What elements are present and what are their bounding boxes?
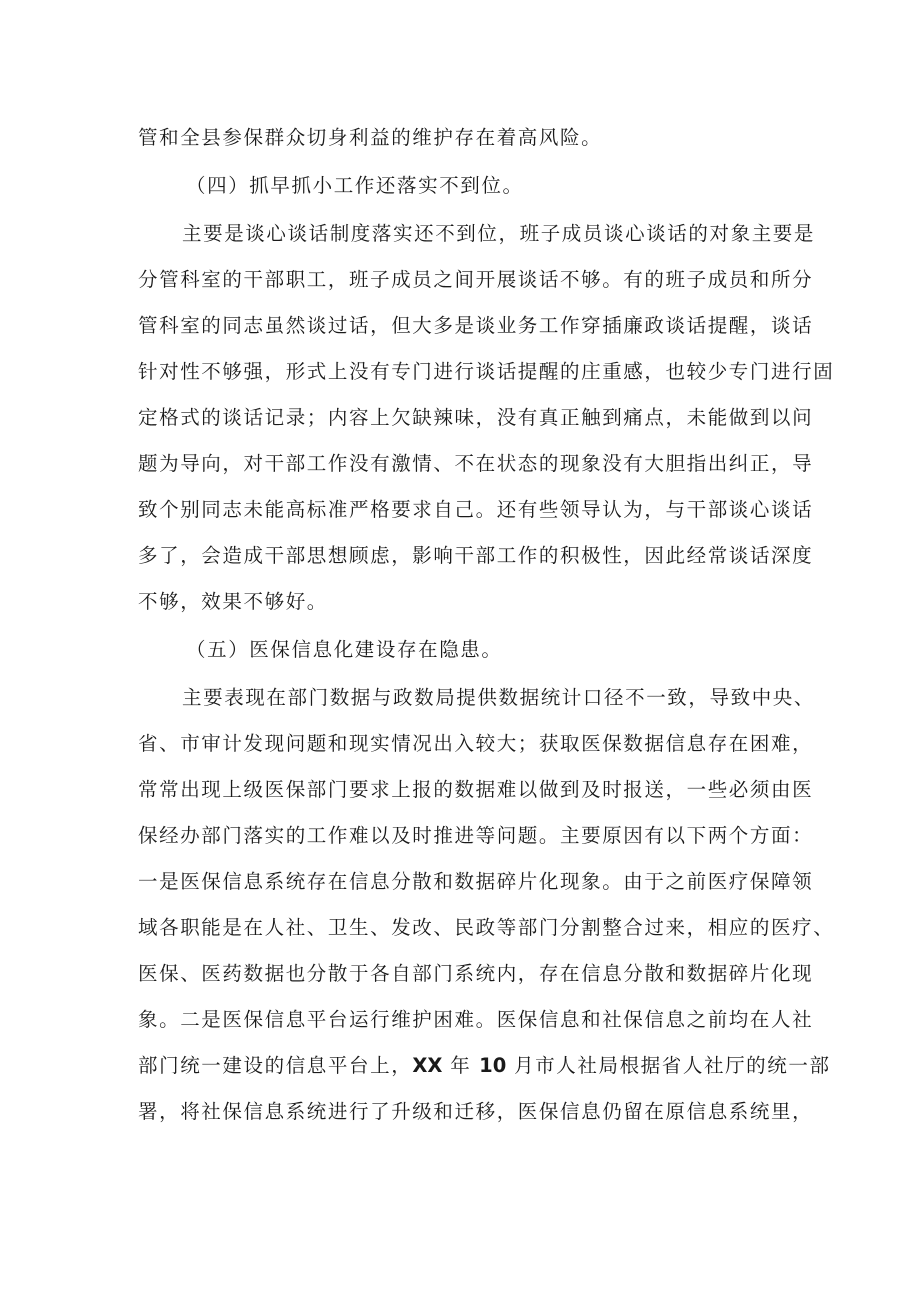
section-heading-four: （四）抓早抓小工作还落实不到位。	[186, 174, 524, 197]
paragraph-line: 保经办部门落实的工作难以及时推进等问题。主要原因有以下两个方面：	[138, 824, 814, 847]
paragraph-line: 定格式的谈话记录；内容上欠缺辣味，没有真正触到痛点，未能做到以问	[138, 406, 814, 429]
paragraph-line: 管和全县参保群众切身利益的维护存在着高风险。	[138, 126, 603, 149]
paragraph-line: 管科室的同志虽然谈过话，但大多是谈业务工作穿插廉政谈话提醒，谈话	[138, 314, 814, 337]
paragraph-line: 象。二是医保信息平台运行维护困难。医保信息和社保信息之前均在人社	[138, 1008, 814, 1031]
paragraph-line: 常常出现上级医保部门要求上报的数据难以做到及时报送，一些必须由医	[138, 778, 814, 801]
paragraph-line: 省、市审计发现问题和现实情况出入较大；获取医保数据信息存在困难，	[138, 732, 814, 755]
paragraph-line: 一是医保信息系统存在信息分散和数据碎片化现象。由于之前医疗保障领	[138, 870, 814, 893]
month-number: 10	[479, 1054, 507, 1077]
year-placeholder: XX	[412, 1054, 443, 1077]
paragraph-line	[138, 1052, 831, 1080]
paragraph-line: 分管科室的干部职工，班子成员之间开展谈话不够。有的班子成员和所分	[138, 268, 814, 291]
paragraph-line: 署，将社保信息系统进行了升级和迁移，医保信息仍留在原信息系统里，	[138, 1100, 814, 1123]
paragraph-line: 题为导向，对干部工作没有激情、不在状态的现象没有大胆指出纠正，导	[138, 452, 814, 475]
paragraph-line: 针对性不够强，形式上没有专门进行谈话提醒的庄重感，也较少专门进行固	[138, 360, 835, 383]
paragraph-line: 主要是谈心谈话制度落实还不到位，班子成员谈心谈话的对象主要是	[182, 222, 816, 245]
section-heading-five: （五）医保信息化建设存在隐患。	[186, 638, 503, 661]
paragraph-line: 域各职能是在人社、卫生、发改、民政等部门分割整合过来，相应的医疗、	[138, 916, 835, 939]
paragraph-line: 多了，会造成干部思想顾虑，影响干部工作的积极性，因此经常谈话深度	[138, 544, 814, 567]
paragraph-line: 致个别同志未能高标准严格要求自己。还有些领导认为，与干部谈心谈话	[138, 498, 814, 521]
paragraph-line: 不够，效果不够好。	[138, 590, 328, 613]
paragraph-line: 医保、医药数据也分散于各自部门系统内，存在信息分散和数据碎片化现	[138, 962, 814, 985]
line-text: 年	[450, 1054, 472, 1077]
line-text: 部门统一建设的信息平台上，	[138, 1054, 413, 1077]
line-text: 月市人社局根据省人社厅的统一部	[514, 1054, 831, 1077]
paragraph-line: 主要表现在部门数据与政数局提供数据统计口径不一致，导致中央、	[182, 686, 816, 709]
